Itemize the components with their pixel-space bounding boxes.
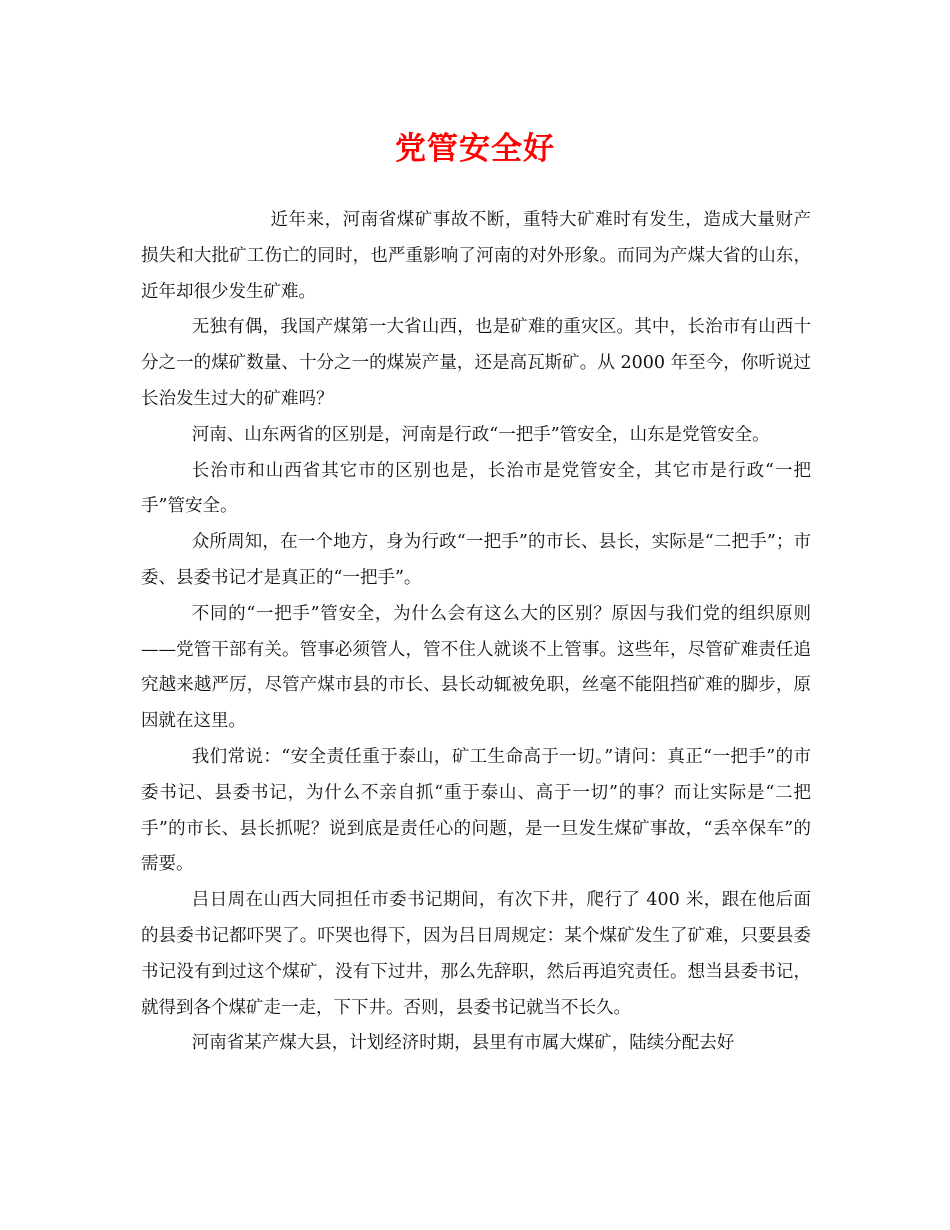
paragraph: 我们常说：“安全责任重于泰山，矿工生命高于一切。”请问：真正“一把手”的市委书记、县委书记，为什么不亲自抓“重于泰山、高于一切”的事？而让实际是“二把手”的市长、县长抓呢？说到底是责任心的问题，是一旦发生煤矿事故，“丢卒保车”的需要。 [141, 746, 811, 875]
paragraph: 长治市和山西省其它市的区别也是，长治市是党管安全，其它市是行政“一把手”管安全。 [141, 460, 811, 517]
paragraph: 近年来，河南省煤矿事故不断，重特大矿难时有发生，造成大量财产损失和大批矿工伤亡的同时，也严重影响了河南的对外形象。而同为产煤大省的山东，近年却很少发生矿难。 [141, 210, 811, 302]
paragraph: 河南、山东两省的区别是，河南是行政“一把手”管安全，山东是党管安全。 [191, 424, 770, 445]
document-body [141, 203, 811, 1062]
paragraph: 吕日周在山西大同担任市委书记期间，有次下井，爬行了 400 米，跟在他后面的县委书记都吓哭了。吓哭也得下，因为吕日周规定：某个煤矿发生了矿难，只要县委书记没有到过这个煤矿，没有下过井，那么先辞职，然后再追究责任。想当县委书记，就得到各个煤矿走一走，下下井。否则，县委书记就当不长久。 [141, 890, 811, 1018]
document-title: 党管安全好 [395, 131, 555, 167]
paragraph: 无独有偶，我国产煤第一大省山西，也是矿难的重灾区。其中，长治市有山西十分之一的煤矿数量、十分之一的煤炭产量，还是高瓦斯矿。从 2000 年至今，你听说过长治发生过大的矿难吗？ [141, 317, 811, 409]
paragraph: 河南省某产煤大县，计划经济时期，县里有市属大煤矿，陆续分配去好 [191, 1033, 735, 1054]
paragraph: 众所周知，在一个地方，身为行政“一把手”的市长、县长，实际是“二把手”；市委、县委书记才是真正的“一把手”。 [141, 532, 811, 588]
paragraph: 不同的“一把手”管安全，为什么会有这么大的区别？原因与我们党的组织原则——党管干部有关。管事必须管人，管不住人就谈不上管事。这些年，尽管矿难责任追究越来越严厉，尽管产煤市县的市长、县长动辄被免职，丝毫不能阻挡矿难的脚步，原因就在这里。 [141, 603, 811, 732]
